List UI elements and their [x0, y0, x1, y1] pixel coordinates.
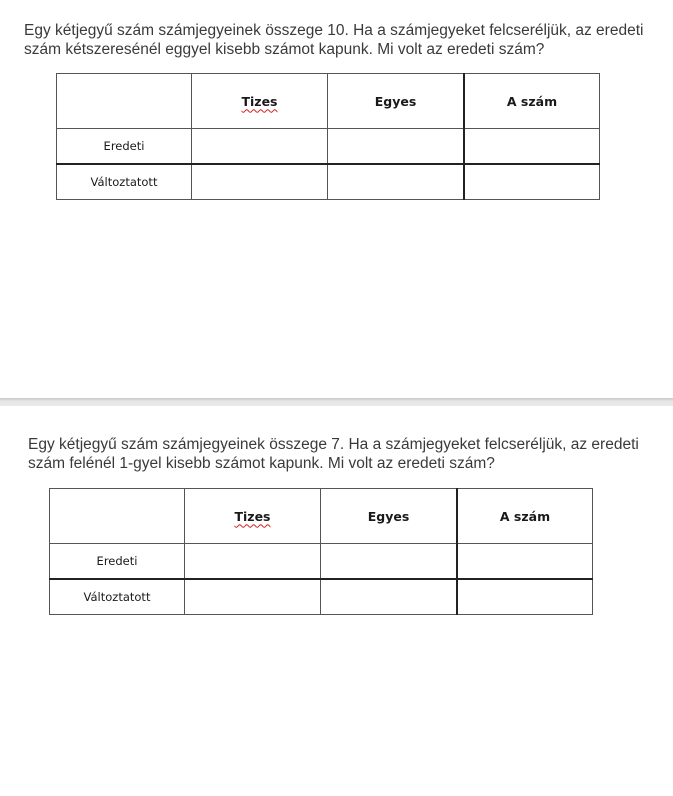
cell-valtoztatott-egyes[interactable] [321, 579, 458, 615]
cell-eredeti-tizes[interactable] [192, 129, 328, 165]
table-row-valtoztatott [57, 164, 600, 200]
cell-eredeti-egyes[interactable] [328, 129, 465, 165]
table-row-eredeti [57, 129, 600, 165]
row-label-valtoztatott: Változtatott [50, 579, 185, 615]
problem-1-table [56, 73, 600, 200]
header-tizes-label: Tizes [234, 508, 271, 524]
header-tizes-label: Tizes [241, 93, 278, 109]
header-egyes: Egyes [321, 489, 458, 544]
cell-eredeti-tizes[interactable] [185, 544, 321, 580]
cell-eredeti-szam[interactable] [457, 544, 593, 580]
problem-2-table [49, 488, 593, 615]
cell-eredeti-egyes[interactable] [321, 544, 458, 580]
cell-valtoztatott-tizes[interactable] [185, 579, 321, 615]
header-tizes [192, 74, 328, 129]
cell-valtoztatott-egyes[interactable] [328, 164, 465, 200]
row-label-valtoztatott: Változtatott [57, 164, 192, 200]
cell-eredeti-szam[interactable] [464, 129, 600, 165]
table-row-valtoztatott [50, 579, 593, 615]
problem-2-question: Egy kétjegyű szám számjegyeinek összege 7. Ha a számjegyeket felcseréljük, az eredeti szám felénél 1-gyel kisebb számot kapunk. Mi volt az eredeti szám? [28, 436, 639, 472]
section-divider [0, 398, 673, 406]
cell-valtoztatott-tizes[interactable] [192, 164, 328, 200]
table-header-row [57, 74, 600, 129]
cell-valtoztatott-szam[interactable] [464, 164, 600, 200]
header-empty-cell [50, 489, 185, 544]
header-a-szam: A szám [464, 74, 600, 129]
problem-1-question: Egy kétjegyű szám számjegyeinek összege 10. Ha a számjegyeket felcseréljük, az eredeti szám kétszeresénél eggyel kisebb számot kapunk. Mi volt az eredeti szám? [24, 22, 644, 58]
table-row-eredeti [50, 544, 593, 580]
cell-valtoztatott-szam[interactable] [457, 579, 593, 615]
table-header-row [50, 489, 593, 544]
row-label-eredeti: Eredeti [57, 129, 192, 165]
header-tizes [185, 489, 321, 544]
header-egyes: Egyes [328, 74, 465, 129]
header-empty-cell [57, 74, 192, 129]
header-a-szam: A szám [457, 489, 593, 544]
row-label-eredeti: Eredeti [50, 544, 185, 580]
